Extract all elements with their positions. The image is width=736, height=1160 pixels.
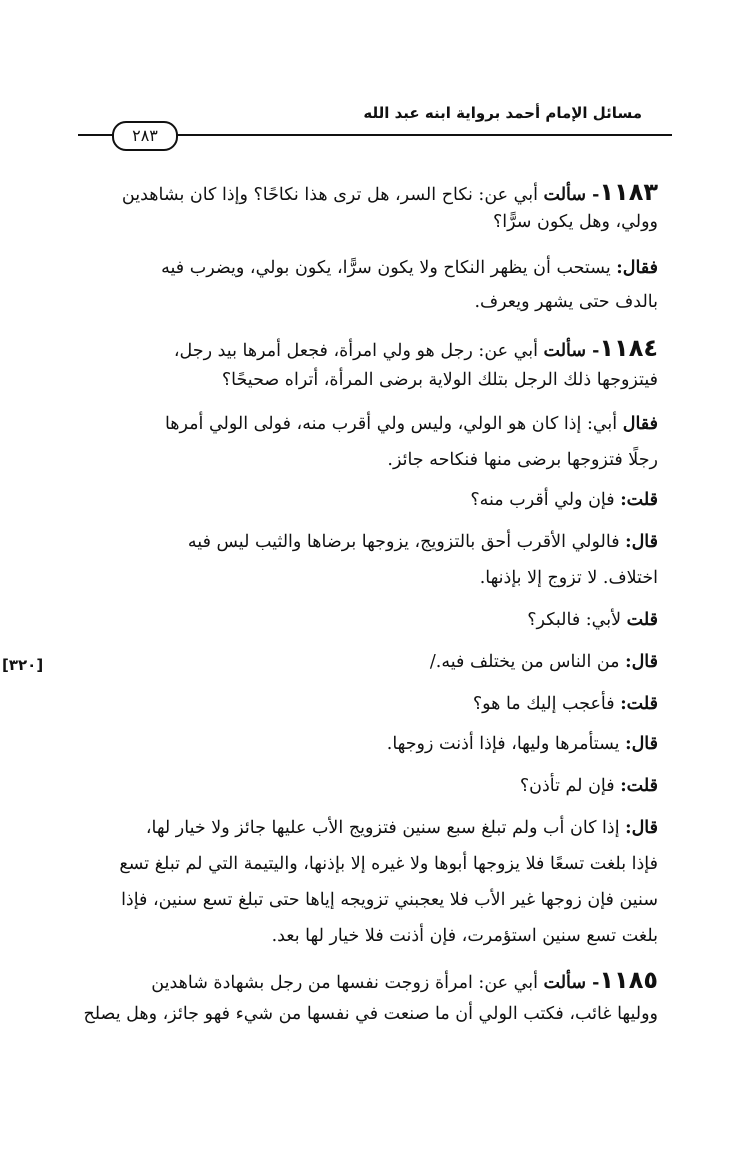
line-label: قلت: [620, 490, 658, 510]
line-text: لأبي: فالبكر؟ [527, 610, 627, 630]
text-line [161, 258, 658, 278]
line-text: أبي عن: نكاح السر، هل ترى هذا نكاحًا؟ وإذا كان بشاهدين [121, 185, 544, 205]
text-line [527, 610, 658, 630]
text-line [520, 776, 658, 796]
line-text: سنين فإن زوجها غير الأب فلا يعجبني تزويجه إياها حتى تبلغ تسع سنين، فإذا [121, 890, 658, 910]
line-text: فإذا بلغت تسعًا فلا يزوجها أبوها ولا غيره إلا بإذنها، واليتيمة التي لم تبلغ تسع [119, 854, 658, 874]
text-line [151, 966, 658, 994]
text-line [121, 890, 658, 910]
line-label: قلت: [620, 694, 658, 714]
text-line [474, 292, 658, 312]
line-text: فإن لم تأذن؟ [519, 776, 621, 796]
line-text: فإن ولي أقرب منه؟ [470, 490, 621, 510]
line-text: أبي: إذا كان هو الولي، وليس ولي أقرب منه، فولى الولي أمرها [164, 414, 623, 434]
line-label: - سألت [543, 341, 600, 361]
line-text: أبي عن: امرأة زوجت نفسها من رجل بشهادة شاهدين [151, 973, 544, 993]
line-text: أبي عن: رجل هو ولي امرأة، فجعل أمرها بيد رجل، [173, 341, 544, 361]
text-line [165, 414, 658, 434]
text-line [387, 734, 658, 754]
line-text: بلغت تسع سنين استؤمرت، فإن أذنت فلا خيار لها بعد. [271, 926, 658, 946]
text-line [493, 212, 658, 232]
line-label: - سألت [543, 185, 600, 205]
margin-reference: [٣٢٠] [2, 656, 44, 674]
line-label: فقال [622, 414, 658, 434]
line-text: فيتزوجها ذلك الرجل بتلك الولاية برضى المرأة، أتراه صحيحًا؟ [221, 370, 658, 390]
text-line [222, 370, 658, 390]
line-label: قال: [625, 818, 658, 838]
line-text: ووليها غائب، فكتب الولي أن ما صنعت في نفسها من شيء فهو جائز، وهل يصلح [83, 1004, 658, 1024]
line-text: فأعجب إليك ما هو؟ [472, 694, 621, 714]
text-line [387, 450, 658, 470]
page-number: ٢٨٣ [112, 121, 178, 151]
line-text: يستحب أن يظهر النكاح ولا يكون سرًّا، يكون بولي، ويضرب فيه [161, 258, 617, 278]
issue-number: ١١٨٥ [599, 966, 658, 994]
line-text: يستأمرها وليها، فإذا أذنت زوجها. [386, 734, 626, 754]
issue-number: ١١٨٤ [599, 334, 658, 362]
line-text: رجلًا فتزوجها برضى منها فنكاحه جائز. [387, 450, 658, 470]
text-line [272, 926, 658, 946]
text-line [430, 652, 658, 672]
line-text: فالولي الأقرب أحق بالتزويج، يزوجها برضاها والثيب ليس فيه [187, 532, 626, 552]
line-label: قال: [625, 532, 658, 552]
line-label: قلت [626, 610, 658, 630]
line-text: من الناس من يختلف فيه./ [429, 652, 626, 672]
line-label: - سألت [543, 973, 600, 993]
line-text: إذا كان أب ولم تبلغ سبع سنين فتزويج الأب عليها جائز ولا خيار لها، [145, 818, 626, 838]
issue-number: ١١٨٣ [599, 178, 658, 206]
line-label: قلت: [620, 776, 658, 796]
line-label: قال: [625, 734, 658, 754]
line-label: قال: [625, 652, 658, 672]
line-label: فقال: [616, 258, 658, 278]
text-line [480, 568, 658, 588]
text-line [473, 694, 658, 714]
text-line [188, 532, 658, 552]
text-line [119, 854, 658, 874]
line-text: بالدف حتى يشهر ويعرف. [474, 292, 658, 312]
text-line [174, 334, 658, 362]
running-header-title: مسائل الإمام أحمد برواية ابنه عبد الله [363, 104, 642, 122]
text-line [122, 178, 658, 206]
line-text: اختلاف. لا تزوج إلا بإذنها. [479, 568, 658, 588]
line-text: وولي، وهل يكون سرًّا؟ [493, 212, 658, 232]
text-line [83, 1004, 658, 1024]
text-line [146, 818, 658, 838]
text-line [470, 490, 658, 510]
